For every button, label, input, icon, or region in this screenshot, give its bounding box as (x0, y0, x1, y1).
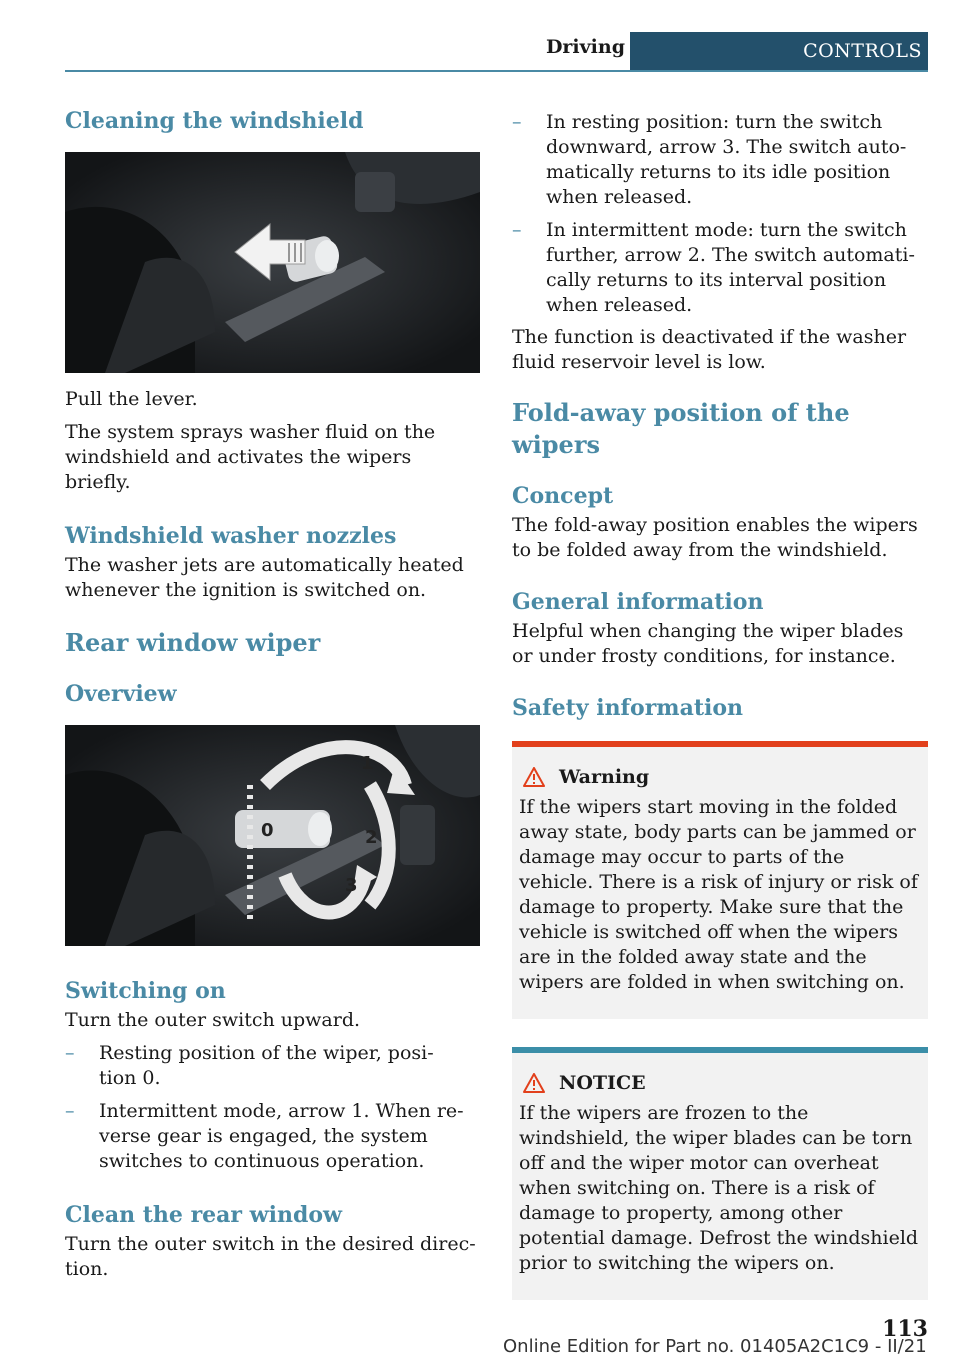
heading-safety-information: Safety information (512, 695, 744, 721)
page-footer (0, 1316, 928, 1362)
windshield-lever-illustration (65, 152, 480, 373)
cleaning-p2: The system sprays washer fluid on the windshield and activates the wipers briefly. (65, 421, 436, 493)
left-column (65, 106, 480, 1282)
heading-general-information: General information (512, 589, 764, 615)
edition-text: Online Edition for Part no. 01405A2C1C9 - II/21 (503, 1336, 927, 1357)
notice-text: If the wipers are frozen to the windshield, the wiper blades can be torn off and the wiper motor can overheat when switching on. There is a risk of damage to property, among other potential damage. Defrost the windshield prior to switching the wipers on. (519, 1102, 919, 1274)
header-section: Driving (545, 36, 625, 58)
notice-title-row (519, 1071, 920, 1095)
photo-windshield-lever (65, 152, 480, 373)
switching-p1: Turn the outer switch upward. (65, 1009, 361, 1031)
heading-washer-nozzles: Windshield washer nozzles (65, 523, 397, 549)
warning-box (512, 741, 928, 1019)
heading-foldaway-position: Fold-away position of the wipers (512, 398, 850, 459)
warning-text: If the wipers start moving in the folded away state, body parts can be jammed or damage may occur to parts of the vehicle. There is a risk of injury or risk of damage to property. Make sure that the vehicle is switched off when the wipers are in the folded away state and the wipers are folded in when switching on. (519, 796, 918, 993)
heading-rear-window-wiper: Rear window wiper (65, 628, 321, 657)
concept-p1: The fold-away position enables the wipers to be folded away from the windshield. (512, 514, 918, 561)
page-number: 113 (882, 1316, 928, 1342)
notice-title: NOTICE (559, 1072, 646, 1094)
switching-list (65, 1041, 480, 1174)
callout-2: 2 (365, 827, 378, 848)
general-p1: Helpful when changing the wiper blades or under frosty conditions, for instance. (512, 620, 904, 667)
list-item: – Intermittent mode, arrow 1. When re- verse gear is engaged, the system switches to continuous operation. (65, 1099, 480, 1174)
rear-switch-list (512, 110, 928, 318)
photo-rear-wiper-switch (65, 725, 480, 946)
heading-switching-on: Switching on (65, 978, 226, 1004)
warning-triangle-icon (523, 767, 545, 787)
rear-wiper-illustration (65, 725, 480, 946)
nozzles-p1: The washer jets are automatically heated whenever the ignition is switched on. (65, 554, 464, 601)
list-item: – In resting position: turn the switch downward, arrow 3. The switch auto- matically returns to its idle position when released. (512, 110, 928, 210)
right-column (512, 106, 928, 1300)
heading-cleaning-windshield: Cleaning the windshield (65, 108, 364, 134)
deactivated-p: The function is deactivated if the washer fluid reservoir level is low. (512, 326, 907, 373)
heading-clean-rear-window: Clean the rear window (65, 1202, 342, 1228)
clean-rear-p1: Turn the outer switch in the desired direc- tion. (65, 1233, 476, 1280)
callout-3: 3 (345, 875, 358, 896)
warning-title: Warning (559, 766, 650, 788)
heading-concept: Concept (512, 483, 614, 509)
notice-box (512, 1047, 928, 1300)
notice-triangle-icon (523, 1073, 545, 1093)
callout-1: 1 (361, 753, 374, 774)
list-item: – In intermittent mode: turn the switch further, arrow 2. The switch automati- cally returns to its interval position when released. (512, 218, 928, 318)
heading-overview: Overview (65, 681, 177, 707)
cleaning-p1: Pull the lever. (65, 388, 198, 410)
page-header (65, 32, 928, 72)
warning-title-row (519, 765, 920, 789)
header-chapter: CONTROLS (630, 32, 928, 70)
list-item: – Resting position of the wiper, posi- tion 0. (65, 1041, 480, 1091)
callout-0: 0 (261, 820, 274, 841)
